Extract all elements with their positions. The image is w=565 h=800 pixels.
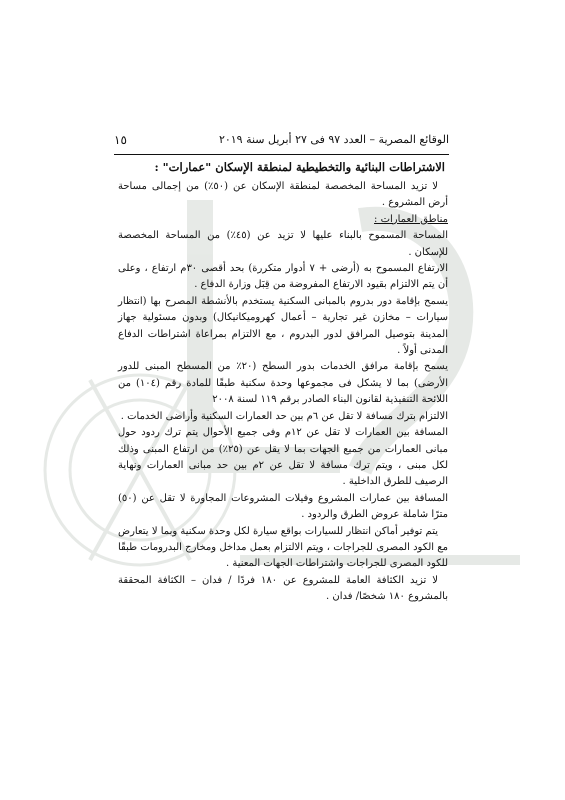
paragraph: يسمح بإقامة مرافق الخدمات بدور السطح (٢٠٪ من المسطح المبنى للدور الأرضى) بما لا يشكل فى مجموعها وحدة سكنية طبقًا للمادة رقم (١٠٤) من اللائحة التنفيذية لقانون البناء الصادر برقم ١١٩ لسنة ٢٠٠٨ bbox=[118, 361, 448, 406]
paragraph: لا تزيد المساحة المخصصة لمنطقة الإسكان عن (٥٠٪) من إجمالى مساحة أرض المشروع . bbox=[118, 181, 448, 209]
gazette-issue-line: الوقائع المصرية – العدد ٩٧ فى ٢٧ أبريل سنة ٢٠١٩ bbox=[218, 133, 449, 146]
paragraph: الالتزام بترك مسافة لا تقل عن ٦م بين حد العمارات السكنية وأراضى الخدمات . bbox=[120, 410, 448, 422]
header-divider bbox=[114, 154, 449, 155]
paragraph: يتم توفير أماكن انتظار للسيارات بواقع سيارة لكل وحدة سكنية وبما لا يتعارض مع الكود المصرى للجراجات ، ويتم الالتزام بعمل مداخل ومخارج البدرومات طبقًا للكود المصرى للجراجات واشتراطات الجهات المعنية . bbox=[118, 525, 448, 570]
paragraph: الارتفاع المسموح به (أرضى + ٧ أدوار متكررة) بحد أقصى ٣٠م ارتفاع ، وعلى أن يتم الالتزام بقيود الارتفاع المفروضة من قِبَل وزارة الدفاع . bbox=[118, 263, 448, 291]
paragraph: مناطق العمارات : bbox=[374, 213, 448, 225]
paragraph: المسافة بين عمارات المشروع وفيلات المشروعات المجاورة لا تقل عن (٥٠) مترًا شاملة عروض الطرق والردود . bbox=[118, 492, 448, 521]
page-header bbox=[114, 131, 449, 149]
paragraph: يسمح بإقامة دور بدروم بالمبانى السكنية يستخدم بالأنشطة المصرح بها (انتظار سيارات – مخازن غير تجارية – أعمال كهروميكانيكال) وبدون مسئولية جهاز المدينة بتوصيل المرافق لدور البدروم ، مع الالتزام بمراعاة اشتراطات الدفاع المدنى أولاً . bbox=[118, 295, 448, 357]
page-number: ١٥ bbox=[114, 133, 127, 147]
body-text bbox=[118, 179, 448, 606]
paragraph: المسافة بين العمارات لا تقل عن ١٢م وفى جميع الأحوال يتم ترك ردود حول مبانى العمارات من جميع الجهات بما لا يقل عن (٢٥٪) من ارتفاع المبنى وذلك لكل مبنى ، ويتم ترك مسافة لا تقل عن ٢م بين حد مبانى العمارات ونهاية الرصيف للطرق الداخلية . bbox=[118, 427, 449, 488]
paragraph: المساحة المسموح بالبناء عليها لا تزيد عن (٤٥٪) من المساحة المخصصة للإسكان . bbox=[118, 230, 448, 258]
section-title: الاشتراطات البنائية والتخطيطية لمنطقة الإسكان "عمارات" : bbox=[154, 160, 445, 174]
paragraph: لا تزيد الكثافة العامة للمشروع عن ١٨٠ فردًا / فدان – الكثافة المحققة بالمشروع ١٨٠ شخصًا/ فدان . bbox=[118, 574, 448, 603]
